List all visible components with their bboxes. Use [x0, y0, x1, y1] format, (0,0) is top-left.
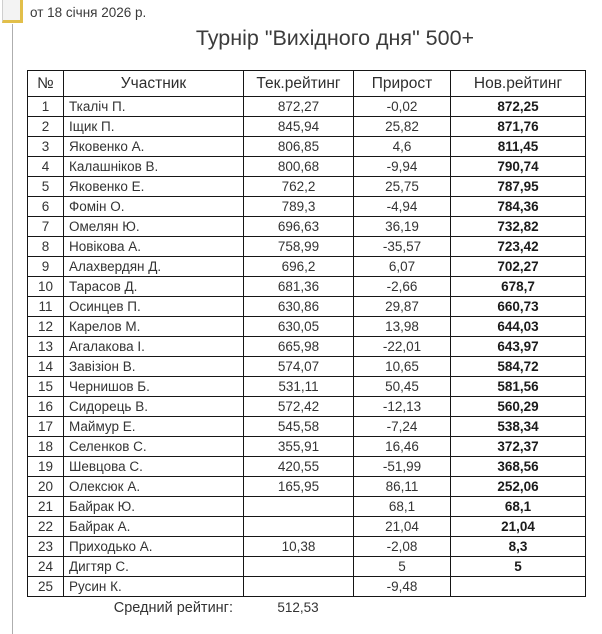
- table-row: [28, 157, 586, 177]
- cell-participant[interactable]: Яковенко Е.: [64, 177, 244, 197]
- cell-delta[interactable]: -2,08: [354, 537, 451, 557]
- cell-number[interactable]: 18: [28, 437, 64, 457]
- table-row: [28, 397, 586, 417]
- cell-current-rating[interactable]: 665,98: [244, 337, 354, 357]
- cell-participant[interactable]: Селенков С.: [64, 437, 244, 457]
- cell-number[interactable]: 14: [28, 357, 64, 377]
- table-row: [28, 417, 586, 437]
- cell-participant[interactable]: Приходько А.: [64, 537, 244, 557]
- header-number: №: [28, 71, 64, 97]
- cell-new-rating[interactable]: 21,04: [451, 517, 586, 537]
- cell-new-rating[interactable]: 790,74: [451, 157, 586, 177]
- cell-number[interactable]: 17: [28, 417, 64, 437]
- rating-table: [27, 70, 586, 597]
- cell-delta[interactable]: -0,02: [354, 97, 451, 117]
- cell-delta[interactable]: 86,11: [354, 477, 451, 497]
- cell-number[interactable]: 3: [28, 137, 64, 157]
- cell-current-rating[interactable]: 10,38: [244, 537, 354, 557]
- table-row: [28, 437, 586, 457]
- cell-current-rating[interactable]: 630,05: [244, 317, 354, 337]
- cell-new-rating[interactable]: 678,7: [451, 277, 586, 297]
- cell-new-rating[interactable]: 560,29: [451, 397, 586, 417]
- table-row: [28, 97, 586, 117]
- cell-current-rating[interactable]: 531,11: [244, 377, 354, 397]
- cell-new-rating[interactable]: 871,76: [451, 117, 586, 137]
- cell-number[interactable]: 22: [28, 517, 64, 537]
- cell-delta[interactable]: -35,57: [354, 237, 451, 257]
- table-row: [28, 537, 586, 557]
- cell-delta[interactable]: 50,45: [354, 377, 451, 397]
- table-row: [28, 557, 586, 577]
- cell-delta[interactable]: -2,66: [354, 277, 451, 297]
- page-title: Турнір "Вихідного дня" 500+: [195, 26, 475, 50]
- cell-current-rating[interactable]: [244, 577, 354, 597]
- cell-participant[interactable]: Маймур Е.: [64, 417, 244, 437]
- cell-current-rating[interactable]: 355,91: [244, 437, 354, 457]
- cell-delta[interactable]: -4,94: [354, 197, 451, 217]
- cell-number[interactable]: 7: [28, 217, 64, 237]
- cell-new-rating[interactable]: 660,73: [451, 297, 586, 317]
- cell-new-rating[interactable]: 584,72: [451, 357, 586, 377]
- cell-number[interactable]: 10: [28, 277, 64, 297]
- table-row: [28, 117, 586, 137]
- cell-participant[interactable]: Карелов М.: [64, 317, 244, 337]
- average-rating-value: 512,53: [277, 600, 319, 615]
- table-row: [28, 497, 586, 517]
- cell-new-rating[interactable]: 723,42: [451, 237, 586, 257]
- cell-number[interactable]: 19: [28, 457, 64, 477]
- cell-new-rating[interactable]: [451, 577, 586, 597]
- table-row: [28, 477, 586, 497]
- cell-number[interactable]: 11: [28, 297, 64, 317]
- cell-delta[interactable]: -51,99: [354, 457, 451, 477]
- table-row: [28, 137, 586, 157]
- cell-current-rating[interactable]: 758,99: [244, 237, 354, 257]
- cell-new-rating[interactable]: 68,1: [451, 497, 586, 517]
- table-row: [28, 457, 586, 477]
- cell-new-rating[interactable]: 5: [451, 557, 586, 577]
- cell-current-rating[interactable]: 630,86: [244, 297, 354, 317]
- cell-current-rating[interactable]: 845,94: [244, 117, 354, 137]
- cell-number[interactable]: 15: [28, 377, 64, 397]
- selected-cell-indicator[interactable]: [2, 0, 23, 23]
- cell-delta[interactable]: 68,1: [354, 497, 451, 517]
- cell-delta[interactable]: -12,13: [354, 397, 451, 417]
- cell-current-rating[interactable]: 800,68: [244, 157, 354, 177]
- cell-number[interactable]: 20: [28, 477, 64, 497]
- cell-number[interactable]: 21: [28, 497, 64, 517]
- cell-delta[interactable]: -9,48: [354, 577, 451, 597]
- cell-new-rating[interactable]: 784,36: [451, 197, 586, 217]
- cell-participant[interactable]: Завізіон В.: [64, 357, 244, 377]
- cell-delta[interactable]: 29,87: [354, 297, 451, 317]
- cell-current-rating[interactable]: 574,07: [244, 357, 354, 377]
- cell-new-rating[interactable]: 368,56: [451, 457, 586, 477]
- cell-delta[interactable]: -22,01: [354, 337, 451, 357]
- cell-delta[interactable]: 13,98: [354, 317, 451, 337]
- cell-participant[interactable]: Шевцова С.: [64, 457, 244, 477]
- cell-new-rating[interactable]: 581,56: [451, 377, 586, 397]
- cell-current-rating[interactable]: [244, 497, 354, 517]
- cell-participant[interactable]: Тарасов Д.: [64, 277, 244, 297]
- cell-current-rating[interactable]: 545,58: [244, 417, 354, 437]
- cell-participant[interactable]: Калашніков В.: [64, 157, 244, 177]
- left-guide-line: [12, 24, 13, 634]
- table-row: [28, 317, 586, 337]
- cell-new-rating[interactable]: 538,34: [451, 417, 586, 437]
- cell-participant[interactable]: Чернишов Б.: [64, 377, 244, 397]
- cell-participant[interactable]: Яковенко А.: [64, 137, 244, 157]
- header-participant: Участник: [64, 71, 244, 97]
- table-header-row: [28, 71, 586, 97]
- cell-number[interactable]: 12: [28, 317, 64, 337]
- cell-participant[interactable]: Олексюк А.: [64, 477, 244, 497]
- cell-number[interactable]: 16: [28, 397, 64, 417]
- table-row: [28, 217, 586, 237]
- cell-current-rating[interactable]: 872,27: [244, 97, 354, 117]
- table-row: [28, 337, 586, 357]
- cell-number[interactable]: 4: [28, 157, 64, 177]
- cell-participant[interactable]: Ткаліч П.: [64, 97, 244, 117]
- cell-current-rating[interactable]: 762,2: [244, 177, 354, 197]
- cell-number[interactable]: 9: [28, 257, 64, 277]
- table-row: [28, 277, 586, 297]
- cell-participant[interactable]: Новікова А.: [64, 237, 244, 257]
- date-line: от 18 січня 2026 р.: [30, 5, 147, 20]
- cell-participant[interactable]: Іщик П.: [64, 117, 244, 137]
- cell-delta[interactable]: 21,04: [354, 517, 451, 537]
- cell-number[interactable]: 2: [28, 117, 64, 137]
- cell-new-rating[interactable]: 643,97: [451, 337, 586, 357]
- cell-new-rating[interactable]: 787,95: [451, 177, 586, 197]
- cell-delta[interactable]: 5: [354, 557, 451, 577]
- cell-participant[interactable]: Фомін О.: [64, 197, 244, 217]
- cell-current-rating[interactable]: 165,95: [244, 477, 354, 497]
- cell-delta[interactable]: 16,46: [354, 437, 451, 457]
- cell-current-rating[interactable]: 681,36: [244, 277, 354, 297]
- cell-delta[interactable]: 10,65: [354, 357, 451, 377]
- cell-number[interactable]: 1: [28, 97, 64, 117]
- cell-current-rating[interactable]: 696,2: [244, 257, 354, 277]
- table-row: [28, 237, 586, 257]
- cell-number[interactable]: 23: [28, 537, 64, 557]
- header-delta: Прирост: [354, 71, 451, 97]
- cell-number[interactable]: 8: [28, 237, 64, 257]
- cell-current-rating[interactable]: 696,63: [244, 217, 354, 237]
- cell-participant[interactable]: Агалакова І.: [64, 337, 244, 357]
- table-row: [28, 177, 586, 197]
- cell-number[interactable]: 13: [28, 337, 64, 357]
- cell-number[interactable]: 5: [28, 177, 64, 197]
- header-new-rating: Нов.рейтинг: [451, 71, 586, 97]
- table-row: [28, 377, 586, 397]
- cell-participant[interactable]: Омелян Ю.: [64, 217, 244, 237]
- cell-current-rating[interactable]: 789,3: [244, 197, 354, 217]
- cell-delta[interactable]: -7,24: [354, 417, 451, 437]
- cell-delta[interactable]: 25,75: [354, 177, 451, 197]
- cell-participant[interactable]: Байрак А.: [64, 517, 244, 537]
- cell-current-rating[interactable]: 572,42: [244, 397, 354, 417]
- cell-new-rating[interactable]: 702,27: [451, 257, 586, 277]
- cell-participant[interactable]: Русин К.: [64, 577, 244, 597]
- cell-new-rating[interactable]: 872,25: [451, 97, 586, 117]
- average-rating-label: Средний рейтинг:: [113, 600, 233, 616]
- cell-participant[interactable]: Дигтяр С.: [64, 557, 244, 577]
- table-row: [28, 197, 586, 217]
- cell-participant[interactable]: Байрак Ю.: [64, 497, 244, 517]
- cell-new-rating[interactable]: 372,37: [451, 437, 586, 457]
- cell-current-rating[interactable]: [244, 557, 354, 577]
- cell-delta[interactable]: 25,82: [354, 117, 451, 137]
- cell-number[interactable]: 24: [28, 557, 64, 577]
- cell-new-rating[interactable]: 8,3: [451, 537, 586, 557]
- cell-new-rating[interactable]: 811,45: [451, 137, 586, 157]
- cell-current-rating[interactable]: 420,55: [244, 457, 354, 477]
- table-row: [28, 577, 586, 597]
- cell-delta[interactable]: 4,6: [354, 137, 451, 157]
- cell-delta[interactable]: 6,07: [354, 257, 451, 277]
- cell-current-rating[interactable]: 806,85: [244, 137, 354, 157]
- cell-participant[interactable]: Алахвердян Д.: [64, 257, 244, 277]
- table-row: [28, 297, 586, 317]
- cell-current-rating[interactable]: [244, 517, 354, 537]
- cell-new-rating[interactable]: 644,03: [451, 317, 586, 337]
- cell-delta[interactable]: 36,19: [354, 217, 451, 237]
- header-current-rating: Тек.рейтинг: [244, 71, 354, 97]
- cell-number[interactable]: 6: [28, 197, 64, 217]
- cell-participant[interactable]: Сидорець В.: [64, 397, 244, 417]
- cell-number[interactable]: 25: [28, 577, 64, 597]
- table-row: [28, 517, 586, 537]
- table-row: [28, 257, 586, 277]
- cell-new-rating[interactable]: 252,06: [451, 477, 586, 497]
- cell-delta[interactable]: -9,94: [354, 157, 451, 177]
- table-row: [28, 357, 586, 377]
- cell-new-rating[interactable]: 732,82: [451, 217, 586, 237]
- cell-participant[interactable]: Осинцев П.: [64, 297, 244, 317]
